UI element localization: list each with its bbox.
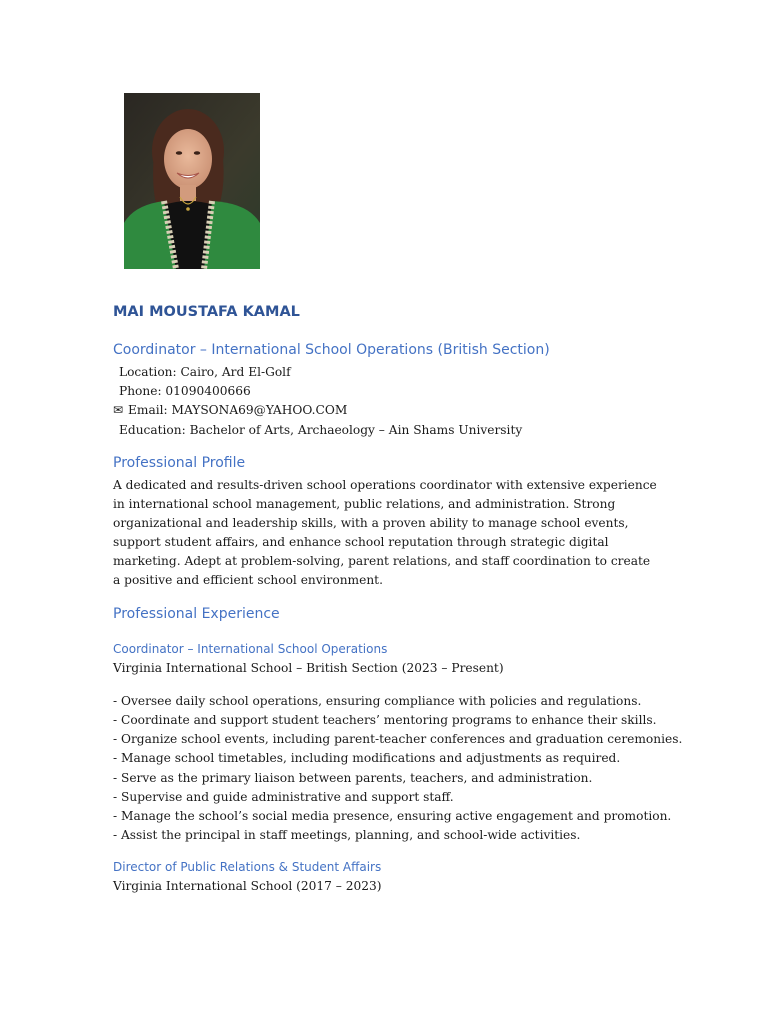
location-line: Location: Cairo, Ard El-Golf — [119, 365, 291, 379]
list-item: - Supervise and guide administrative and support staff. — [113, 789, 454, 804]
list-item: - Coordinate and support student teachers’ mentoring programs to enhance their skills. — [113, 713, 657, 728]
job-org-2: Virginia International School (2017 – 2023) — [113, 879, 382, 893]
job-role-1: Coordinator – International School Operations — [113, 642, 388, 656]
list-item: - Manage school timetables, including modifications and adjustments as required. — [113, 751, 621, 766]
list-item: - Serve as the primary liaison between parents, teachers, and administration. — [113, 770, 593, 785]
job-org-1: Virginia International School – British Section (2023 – Present) — [113, 661, 504, 675]
phone-line: Phone: 01090400666 — [119, 384, 251, 399]
list-item: - Oversee daily school operations, ensuring compliance with policies and regulations. — [113, 694, 642, 708]
section-heading-profile: Professional Profile — [113, 455, 246, 471]
profile-photo — [124, 93, 260, 269]
profile-paragraph: A dedicated and results-driven school operations coordinator with extensive experience in international school management, public relations, and administration. Strong organizational and leadership skills, with a proven ability to manage school events, support student affairs, and enhance school reputation through strategic digital marketing. Adept at problem-solving, parent relations, and staff coordination to create a positive and efficient school environment. — [113, 478, 657, 588]
list-item: - Manage the school’s social media presence, ensuring active engagement and promotion. — [113, 808, 672, 823]
contact-block — [113, 363, 522, 440]
list-item: - Organize school events, including parent-teacher conferences and graduation ceremonies. — [113, 732, 683, 747]
email-line — [113, 401, 522, 420]
job-role-2: Director of Public Relations & Student Affairs — [113, 860, 382, 874]
candidate-name: MAI MOUSTAFA KAMAL — [113, 304, 300, 320]
email-text: Email: MAYSONA69@YAHOO.COM — [128, 403, 348, 418]
education-line: Education: Bachelor of Arts, Archaeology – Ain Shams University — [119, 422, 523, 437]
job-1-responsibilities — [113, 692, 682, 845]
list-item: - Assist the principal in staff meetings, planning, and school-wide activities. — [113, 828, 581, 843]
envelope-icon: ✉ — [113, 403, 124, 418]
job-title: Coordinator – International School Operations (British Section) — [113, 342, 550, 358]
section-heading-experience: Professional Experience — [113, 606, 280, 622]
